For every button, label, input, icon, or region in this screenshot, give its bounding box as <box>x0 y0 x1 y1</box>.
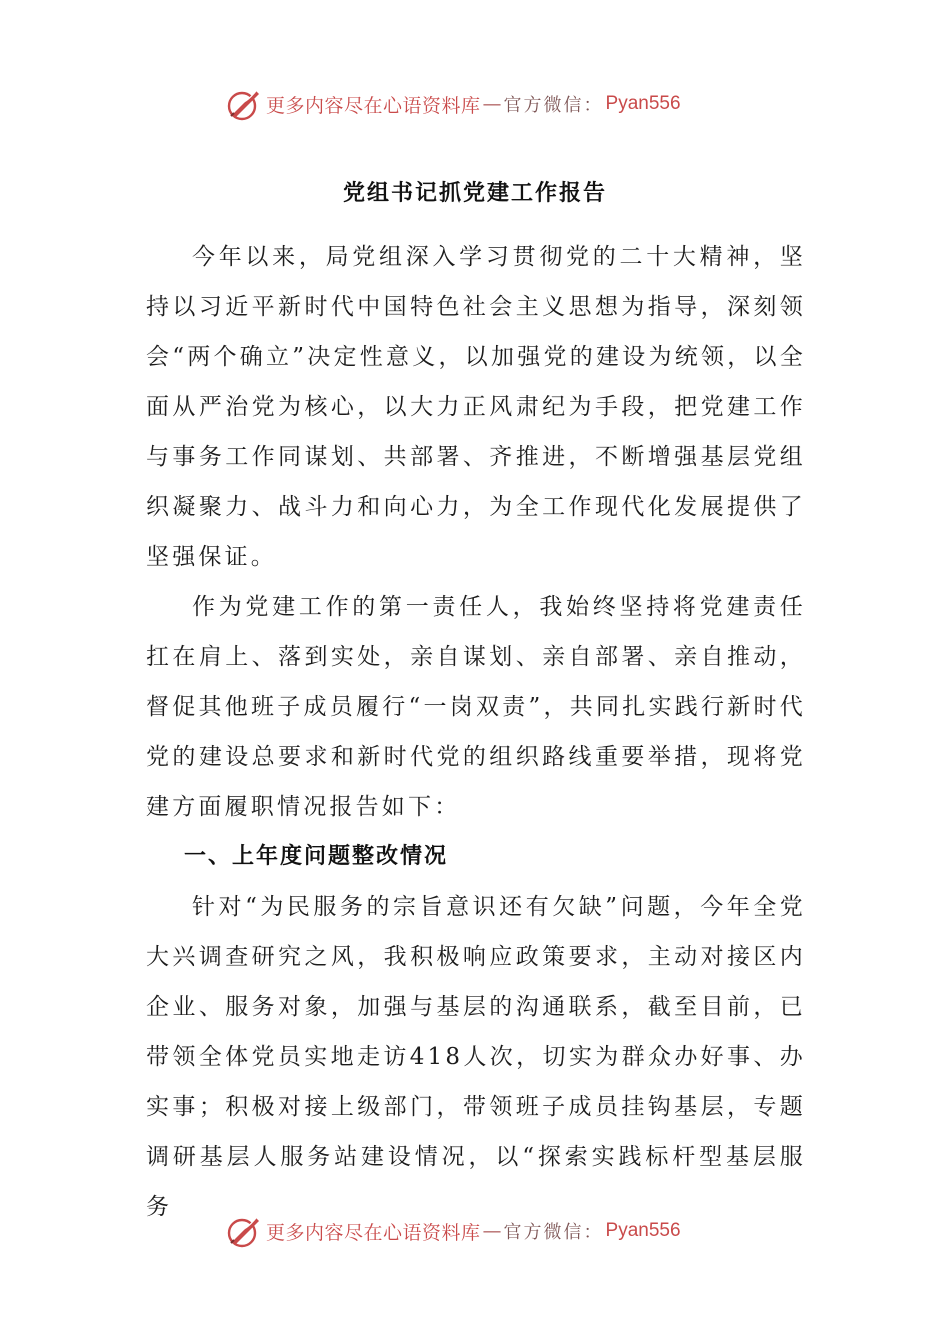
header-banner <box>226 84 681 124</box>
paragraph-responsibility: 作为党建工作的第一责任人，我始终坚持将党建责任扛在肩上、落到实处，亲自谋划、亲自部署、亲自推动，督促其他班子成员履行“一岗双责”，共同扎实践行新时代党的建设总要求和新时代党的组织路线重要举措，现将党建方面履职情况报告如下： <box>146 594 806 820</box>
paragraph-intro: 今年以来，局党组深入学习贯彻党的二十大精神，坚持以习近平新时代中国特色社会主义思想为指导，深刻领会“两个确立”决定性意义，以加强党的建设为统领，以全面从严治党为核心，以大力正风肃纪为手段，把党建工作与事务工作同谋划、共部署、齐推进，不断增强基层党组织凝聚力、战斗力和向心力，为全工作现代化发展提供了坚强保证。 <box>146 244 806 570</box>
wechat-label: 官方微信： <box>503 95 604 116</box>
document-body <box>146 232 806 1232</box>
document-title: 党组书记抓党建工作报告 <box>342 181 607 206</box>
wechat-label: 官方微信： <box>503 1222 604 1243</box>
wechat-id: Pyan556 <box>605 93 681 114</box>
paragraph-rectification: 针对“为民服务的宗旨意识还有欠缺”问题，今年全党大兴调查研究之风，我积极响应政策要求，主动对接区内企业、服务对象，加强与基层的沟通联系，截至目前，已带领全体党员实地走访418人次，切实为群众办好事、办实事；积极对接上级部门，带领班子成员挂钩基层，专题调研基层人服务站建设情况，以“探索实践标杆型基层服务 <box>146 894 806 1220</box>
quill-pen-logo-icon <box>226 86 262 122</box>
promo-text: 更多内容尽在心语资料库 <box>266 94 481 117</box>
section-heading: 一、上年度问题整改情况 <box>184 844 449 869</box>
footer-banner <box>226 1211 681 1251</box>
banner-separator: — <box>482 93 502 115</box>
quill-pen-logo-icon <box>226 1213 262 1249</box>
banner-separator: — <box>482 1220 502 1242</box>
wechat-id: Pyan556 <box>605 1220 681 1241</box>
promo-text: 更多内容尽在心语资料库 <box>266 1221 481 1244</box>
